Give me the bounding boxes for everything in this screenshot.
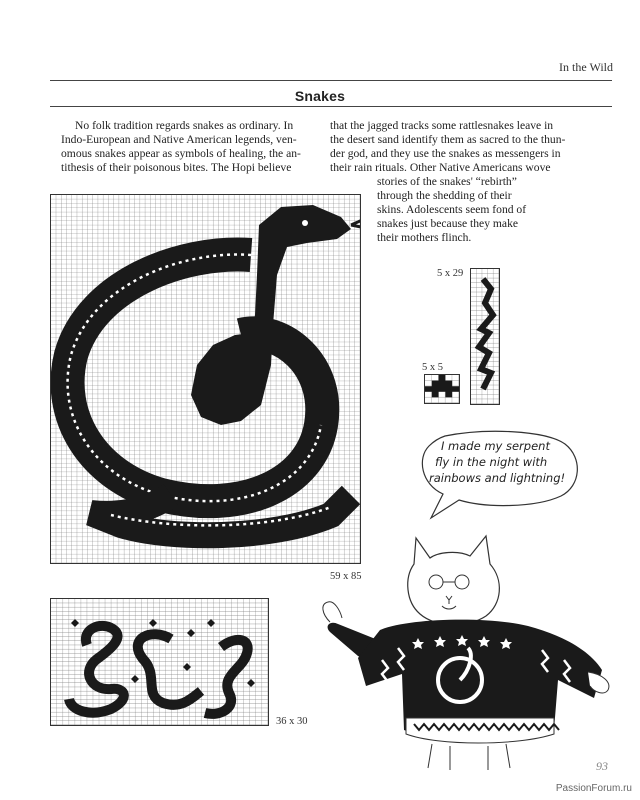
cat-legs [428, 744, 510, 770]
small-chart-size-label: 36 x 30 [276, 716, 308, 727]
cat-illustration [318, 530, 613, 775]
header-rule-top [50, 80, 612, 81]
page-title: Snakes [294, 88, 346, 104]
star-chart [424, 374, 460, 404]
text-line: tithesis of their poisonous bites. The Hopi believe [61, 161, 292, 174]
speech-line: rainbows and lightning! [429, 471, 566, 485]
lightning-chart-size-label: 5 x 29 [437, 268, 464, 279]
cat-sweater-drawing [318, 530, 613, 775]
text-line: No folk tradition regards snakes as ordinary. In [75, 119, 294, 132]
text-line: their mothers flinch. [377, 231, 472, 244]
watermark: PassionForum.ru [555, 783, 632, 794]
cat-head [408, 536, 500, 625]
speech-line: I made my serpent [441, 439, 550, 453]
text-line: that the jagged tracks some rattlesnakes leave in [330, 119, 554, 132]
text-line: Indo-European and Native American legends, ven- [61, 133, 297, 146]
star-chart-size-label: 5 x 5 [422, 362, 443, 373]
speech-line: fly in the night with [435, 455, 548, 469]
page-number: 93 [596, 759, 608, 773]
text-line: snakes just because they make [377, 217, 519, 230]
snake-chart-main-svg [51, 195, 360, 563]
snake-chart-main [50, 194, 361, 564]
body-column-left [61, 119, 313, 175]
main-chart-size-label: 59 x 85 [330, 571, 362, 582]
running-head: In the Wild [559, 60, 613, 74]
text-line: through the shedding of their [377, 189, 512, 202]
header-rule-bottom [50, 106, 612, 107]
cat-paw-left [323, 602, 342, 622]
text-line: omous snakes appear as symbols of healing, the an- [61, 147, 301, 160]
snake-eye [302, 220, 308, 226]
text-line: skins. Adolescents seem fond of [377, 203, 527, 216]
body-column-wrap [377, 175, 617, 245]
snake-chart-small-svg [51, 599, 268, 725]
body-column-right [330, 119, 620, 175]
lightning-chart-svg [471, 269, 499, 404]
snake-chart-small [50, 598, 269, 726]
text-line: the desert sand identify them as sacred to the thun- [330, 133, 566, 146]
lightning-chart [470, 268, 500, 405]
text-line: der god, and they use the snakes as messengers in [330, 147, 561, 160]
text-line: their rain rituals. Other Native Americans wove [330, 161, 551, 174]
star-chart-svg [425, 375, 459, 403]
text-line: stories of the snakes' “rebirth” [377, 175, 517, 188]
speech-bubble [415, 430, 583, 522]
